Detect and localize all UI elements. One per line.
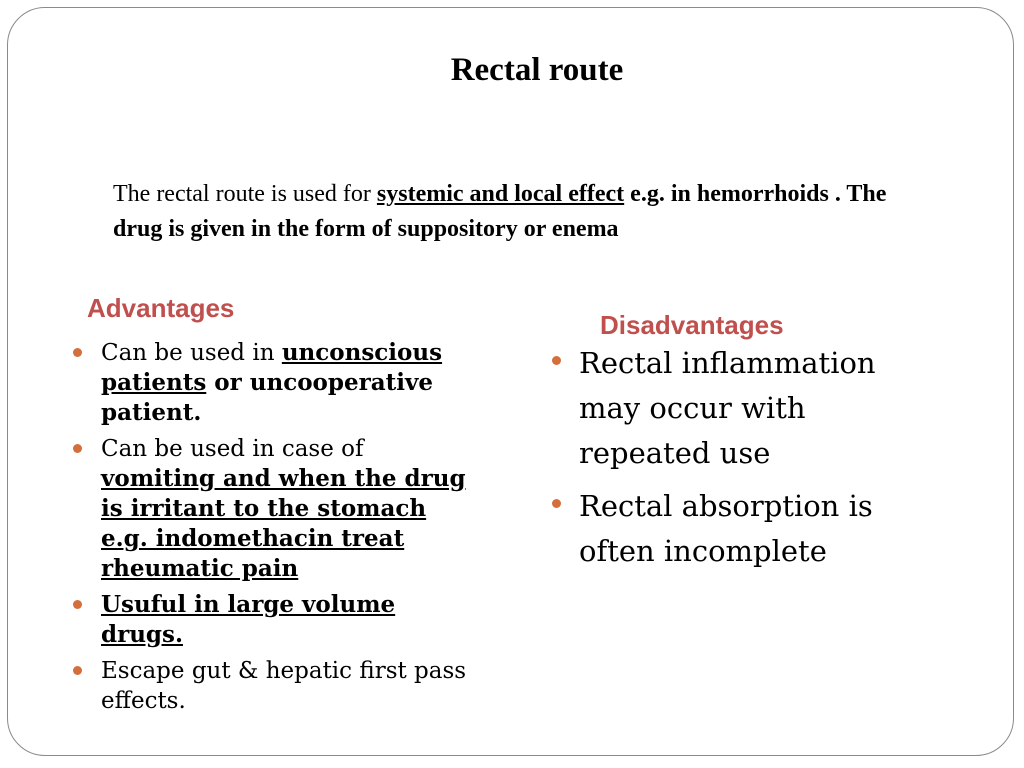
slide-title: Rectal route: [450, 52, 624, 88]
intro-paragraph: [113, 177, 893, 247]
disadvantage-text: Rectal absorption is often incomplete: [579, 489, 873, 568]
bullet-dot-icon: [552, 356, 561, 365]
advantage-text-bold: or uncooperative patient.: [101, 369, 433, 426]
advantage-item: [101, 656, 473, 716]
intro-text-underlined: systemic and local effect: [376, 181, 625, 207]
advantage-text-plain: Can be used in: [101, 340, 282, 366]
advantages-heading: Advantages: [87, 293, 235, 323]
disadvantages-list: [579, 341, 939, 582]
bullet-dot-icon: [552, 499, 561, 508]
advantage-text-underlined: Usuful in large volume drugs.: [101, 591, 396, 648]
advantage-text-underlined: unconscious patients: [101, 339, 443, 396]
bullet-dot-icon: [73, 666, 82, 675]
advantage-item: [101, 434, 473, 584]
advantages-list: [101, 338, 473, 722]
disadvantage-item: [579, 484, 939, 574]
disadvantages-heading: Disadvantages: [600, 310, 784, 340]
disadvantage-item: [579, 341, 939, 476]
intro-text-bold: e.g. in hemorrhoids . The drug is given in the form of suppository or enema: [113, 181, 887, 242]
advantage-text-plain: Can be used in case of: [101, 436, 364, 462]
advantage-text-underlined: vomiting and when the drug is irritant to the stomach e.g. indomethacin treat rheumatic pain: [101, 465, 466, 582]
advantage-text-plain: Escape gut & hepatic first pass effects.: [101, 658, 467, 714]
advantage-item: [101, 338, 473, 428]
bullet-dot-icon: [73, 600, 82, 609]
bullet-dot-icon: [73, 348, 82, 357]
bullet-dot-icon: [73, 444, 82, 453]
disadvantage-text: Rectal inflammation may occur with repeated use: [579, 346, 876, 470]
advantage-item: [101, 590, 473, 650]
intro-text-plain: The rectal route is used for: [113, 181, 377, 207]
